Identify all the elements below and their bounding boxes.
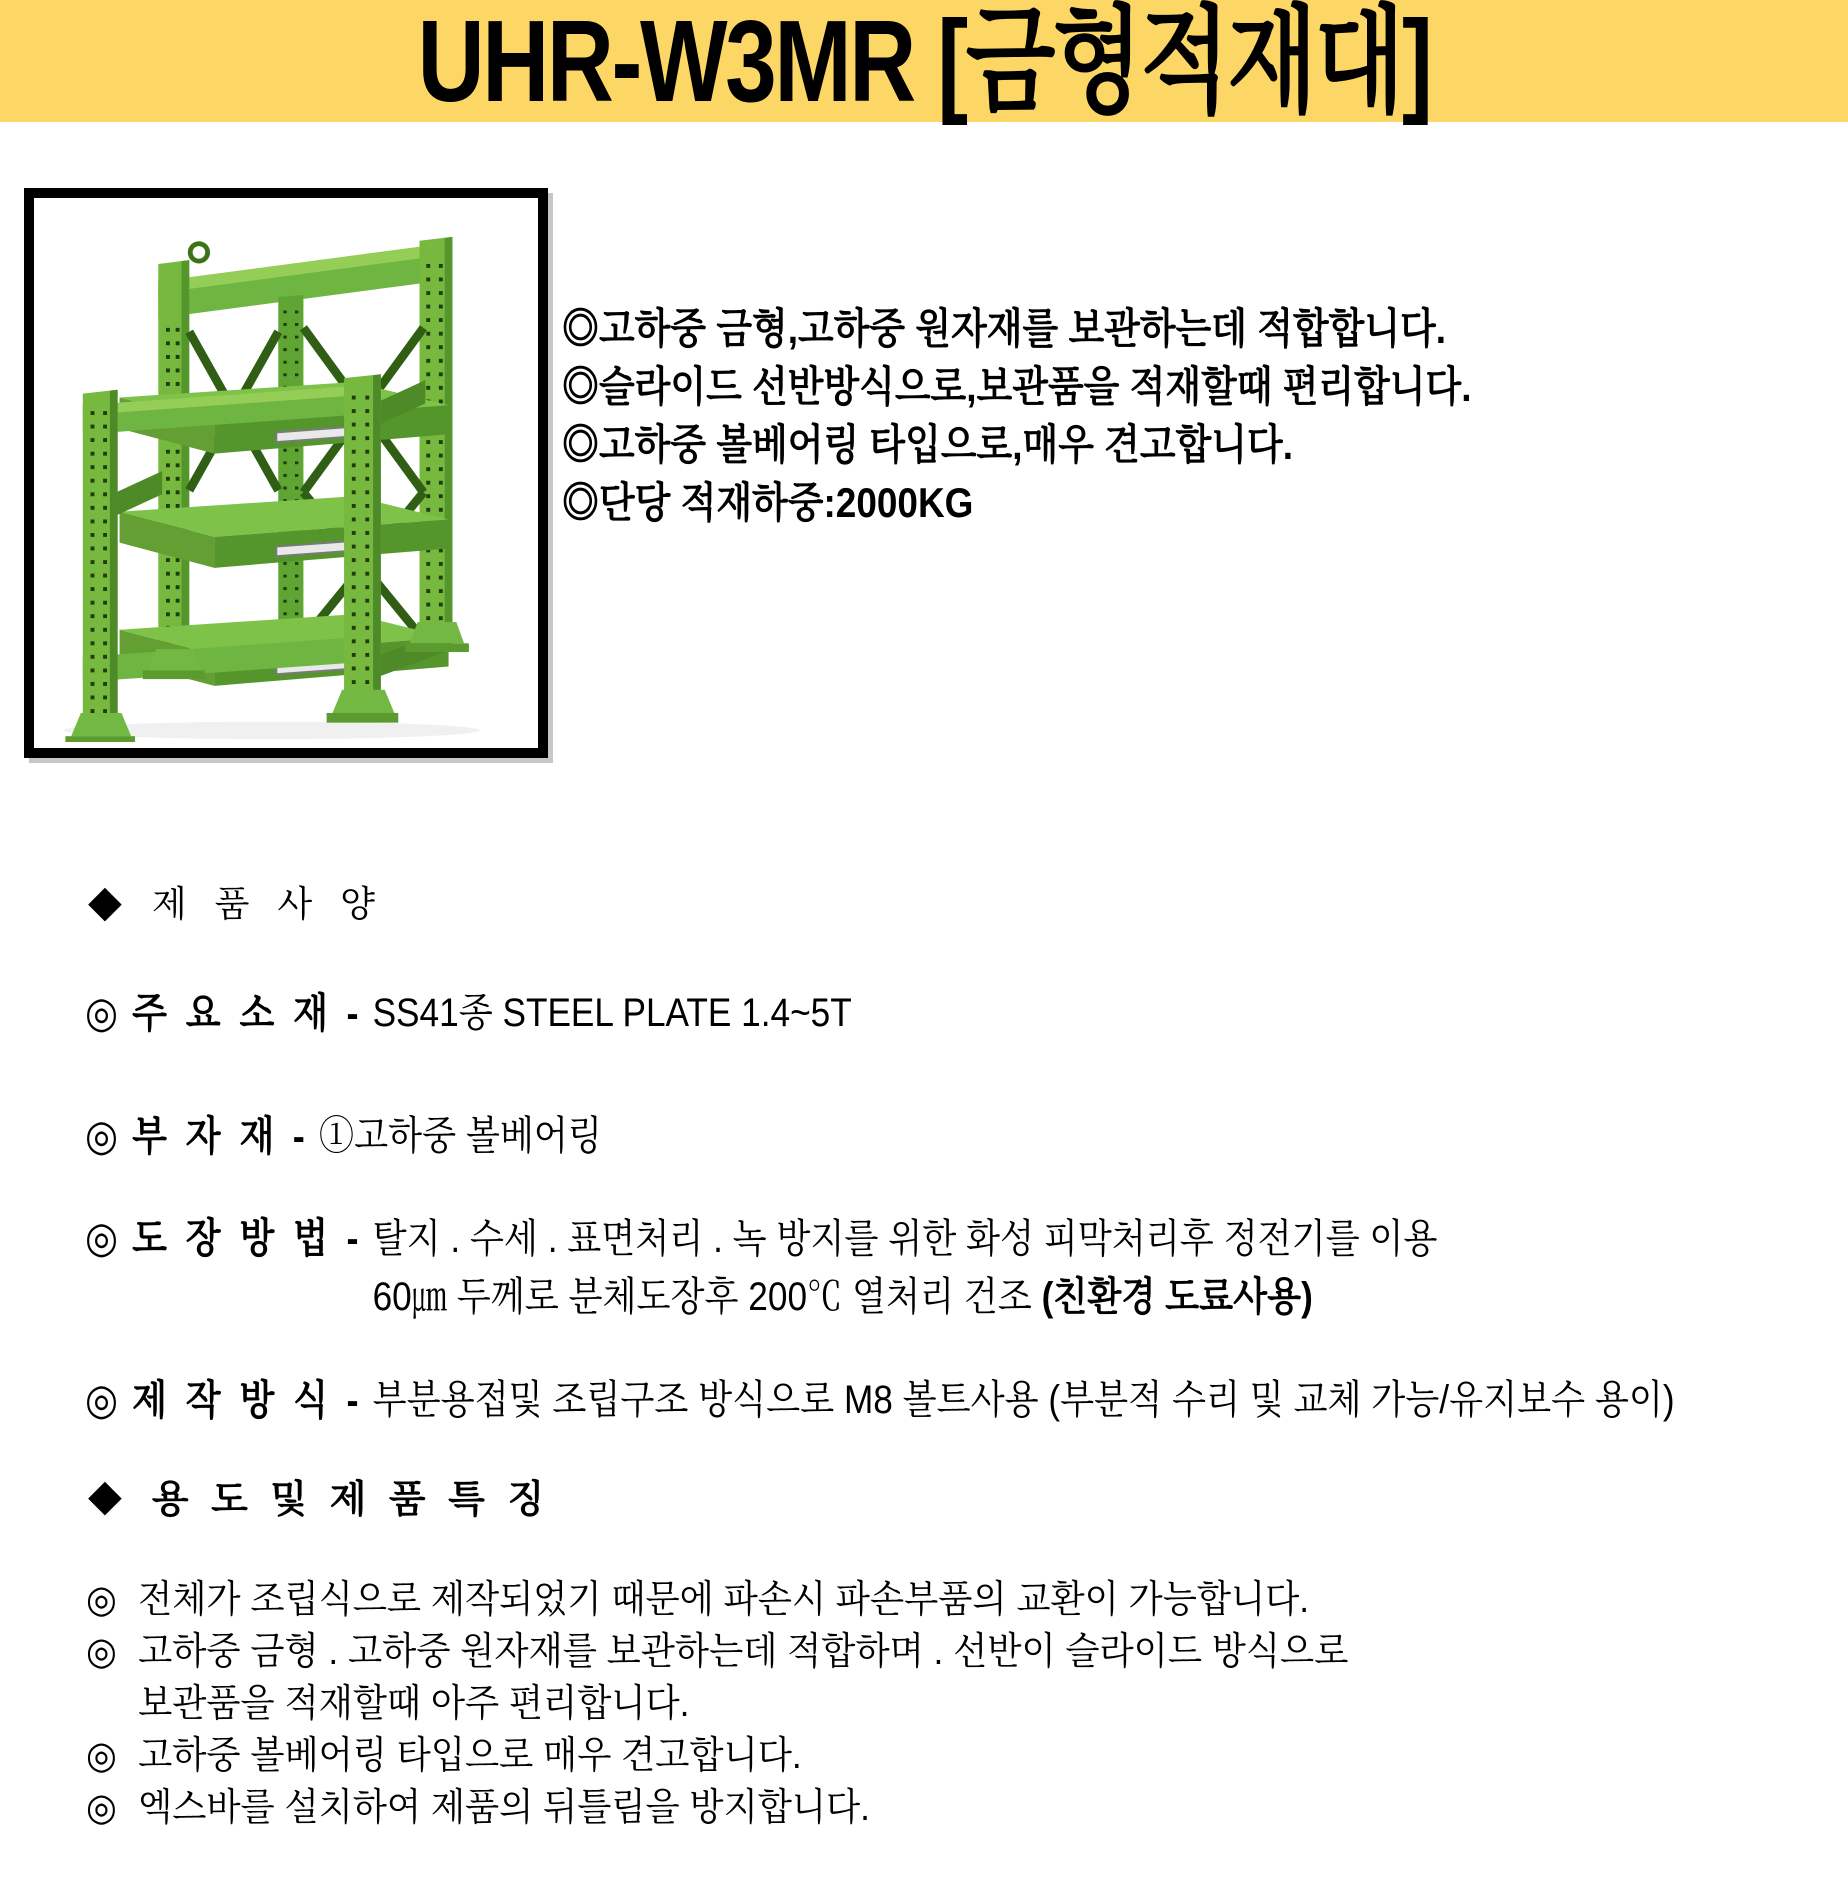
- page-title: UHR-W3MR [금형적재대]: [417, 0, 1431, 126]
- spec-row-accessory: [85, 1108, 602, 1164]
- spec-value: 부분용접및 조립구조 방식으로 M8 볼트사용 (부분적 수리 및 교체 가능/유지보수 용이): [372, 1378, 1675, 1422]
- lifting-eye: [190, 244, 207, 261]
- feature-text-line1: 고하중 금형 . 고하중 원자재를 보관하는데 적합하며 . 선반이 슬라이드 방식으로: [138, 1631, 1349, 1673]
- feature-text: [138, 1626, 1348, 1730]
- feature-item: [86, 1782, 1348, 1834]
- feature-text: 고하중 볼베어링 타입으로 매우 견고합니다.: [138, 1735, 802, 1777]
- product-highlight: ◎고하중 금형,고하중 원자재를 보관하는데 적합합니다.: [562, 305, 1447, 352]
- feature-text: 엑스바를 설치하여 제품의 뒤틀림을 방지합니다.: [138, 1787, 870, 1829]
- spec-separator: -: [346, 990, 359, 1036]
- bullseye-icon: ◎: [86, 1787, 117, 1829]
- title-banner: [0, 0, 1848, 126]
- rack-back-frame: [158, 237, 452, 670]
- bullseye-icon: ◎: [86, 1579, 117, 1621]
- mold-rack-illustration: [34, 204, 538, 742]
- product-highlight: ◎고하중 볼베어링 타입으로,매우 견고합니다.: [562, 421, 1293, 468]
- spec-value-line2-bold: (친환경 도료사용): [1041, 1275, 1313, 1319]
- product-highlight: ◎단당 적재하중:2000KG: [562, 479, 974, 526]
- bullseye-icon: ◎: [85, 989, 119, 1037]
- rack-x-braces: [189, 328, 423, 640]
- feature-item: [86, 1574, 1348, 1626]
- feature-text: 전체가 조립식으로 제작되었기 때문에 파손시 파손부품의 교환이 가능합니다.: [138, 1579, 1310, 1621]
- spec-value-line1: 탈지 . 수세 . 표면처리 . 녹 방지를 위한 화성 피막처리후 정전기를 이용: [372, 1217, 1438, 1261]
- spec-separator: -: [346, 1215, 359, 1261]
- spec-value: [373, 1210, 1438, 1326]
- section-title-specs: 제 품 사 양: [151, 883, 384, 924]
- product-image-frame: [24, 188, 548, 758]
- spec-value: SS41종 STEEL PLATE 1.4~5T: [372, 991, 852, 1035]
- spec-label: 제 작 방 식: [132, 1377, 333, 1423]
- bullseye-icon: ◎: [86, 1735, 117, 1777]
- spec-value: ①고하중 볼베어링: [318, 1114, 602, 1158]
- spec-value-line2: [373, 1275, 1313, 1319]
- spec-row-fabrication: [85, 1372, 1675, 1428]
- spec-separator: -: [292, 1113, 305, 1159]
- spec-row-coating: [85, 1210, 1437, 1326]
- spec-label: 도 장 방 법: [132, 1215, 333, 1261]
- bullseye-icon: ◎: [86, 1631, 117, 1673]
- bullseye-icon: ◎: [85, 1112, 119, 1160]
- product-highlight: ◎슬라이드 선반방식으로,보관품을 적재할때 편리합니다.: [562, 363, 1472, 410]
- feature-item: [86, 1626, 1348, 1730]
- spec-value-line2-text: 60㎛ 두께로 분체도장후 200℃ 열처리 건조: [372, 1275, 1042, 1319]
- section-header-specs: [88, 876, 384, 927]
- bullseye-icon: ◎: [85, 1214, 119, 1262]
- feature-item: [86, 1730, 1348, 1782]
- product-highlights: [562, 300, 1596, 532]
- diamond-icon: ◆: [88, 876, 122, 926]
- feature-text-line2: 보관품을 적재할때 아주 편리합니다.: [138, 1683, 690, 1725]
- spec-separator: -: [346, 1377, 359, 1423]
- rack-mid-post: [278, 295, 303, 661]
- spec-label: 부 자 재: [132, 1113, 279, 1159]
- spec-label: 주 요 소 재: [132, 990, 333, 1036]
- section-header-features: [88, 1468, 550, 1523]
- bullseye-icon: ◎: [85, 1376, 119, 1424]
- section-title-features: 용 도 및 제 품 특 징: [151, 1479, 551, 1521]
- diamond-icon: ◆: [88, 1470, 122, 1520]
- spec-row-material: [85, 985, 852, 1041]
- feature-list: [86, 1574, 1348, 1834]
